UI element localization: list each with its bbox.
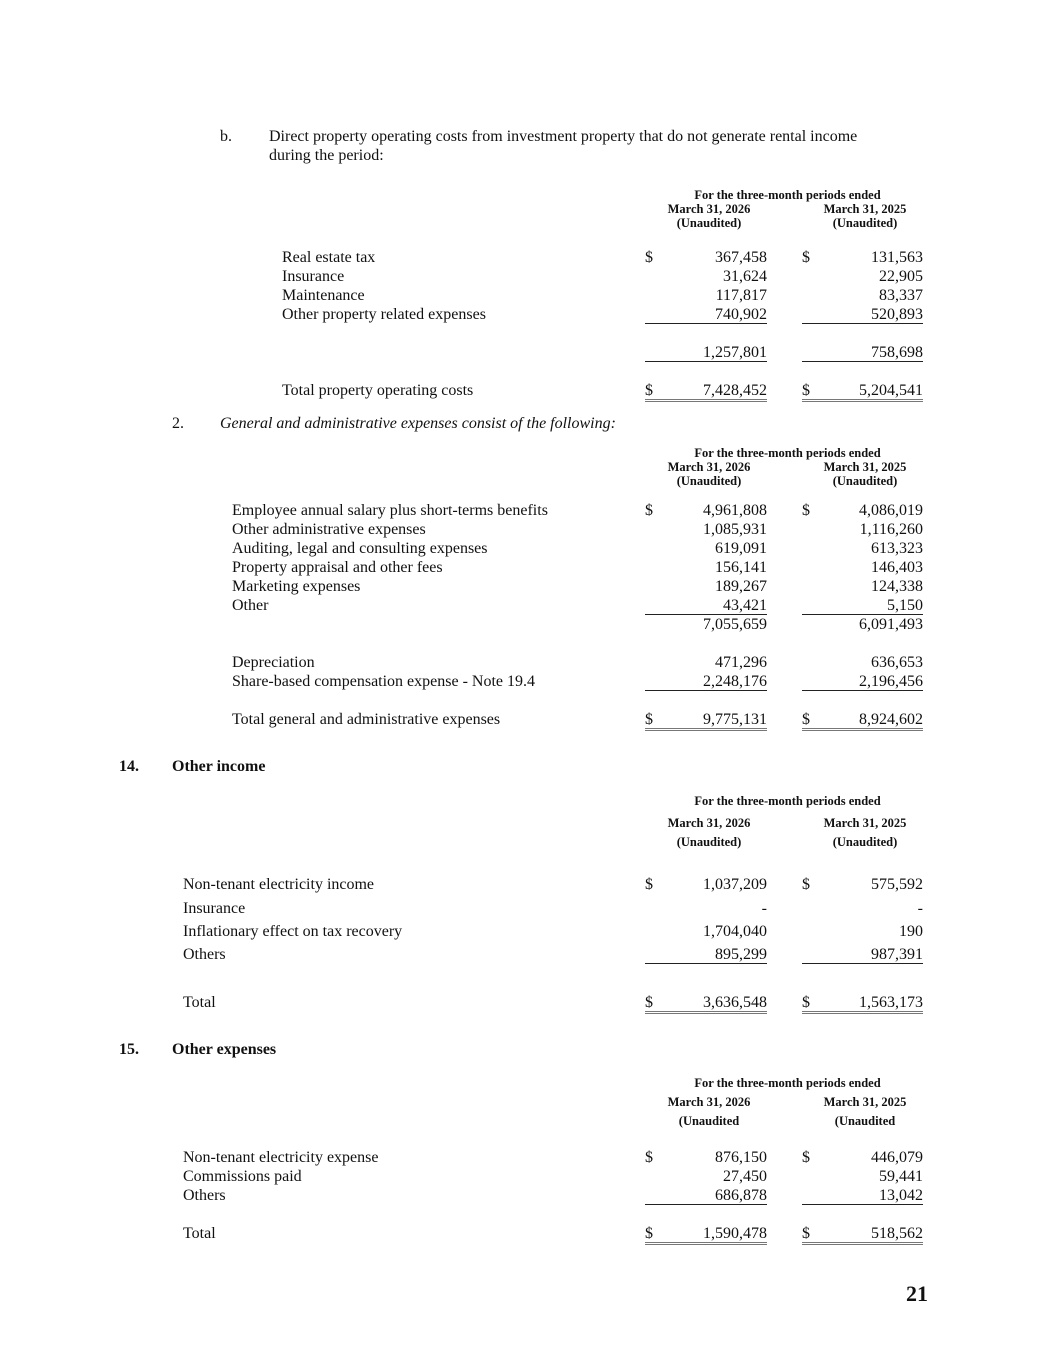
period-header: For the three-month periods ended [694,794,881,808]
section-b-text-line1: Direct property operating costs from investment property that do not generate rental income [269,128,858,145]
value-2025: 446,079 [871,1149,923,1166]
col2-cell [802,1148,923,1166]
col2-cell [802,305,923,324]
col1-date-header: March 31, 2026 [667,460,751,474]
value-2025: 124,338 [871,578,923,595]
col2-cell [802,899,923,917]
section-2-title: General and administrative expenses consist of the following: [220,415,616,432]
value-2026: 895,299 [715,946,767,963]
col1-cell [645,596,767,615]
total-row [0,381,1055,400]
row-label: Commissions paid [183,1168,302,1185]
col1-cell [645,539,767,557]
table-row [0,1167,1055,1186]
value-2025: 83,337 [879,287,923,304]
col1-cell [645,615,767,633]
currency-symbol: $ [802,249,810,266]
value-2026: 43,421 [723,597,767,614]
value-2025: 8,924,602 [859,711,923,728]
col2-cell [802,267,923,285]
col1-cell [645,1167,767,1185]
page-number: 21 [906,1281,928,1306]
value-2025: 22,905 [879,268,923,285]
value-2026: 7,055,659 [703,616,767,633]
currency-symbol: $ [802,994,810,1011]
table-row [0,286,1055,305]
currency-symbol: $ [645,994,653,1011]
value-2025: 5,150 [887,597,923,614]
value-2025: 1,116,260 [859,521,923,538]
currency-symbol: $ [645,711,653,728]
col1-cell [645,1148,767,1166]
row-label: Others [183,1187,226,1204]
value-2026: 4,961,808 [703,502,767,519]
col2-unaudited-header: (Unaudited) [832,474,898,488]
col1-cell [645,710,767,731]
col2-date-header: March 31, 2025 [823,1095,907,1109]
col1-cell [645,875,767,893]
row-label: Employee annual salary plus short-terms benefits [232,502,548,519]
currency-symbol: $ [645,1225,653,1242]
value-2025: 59,441 [879,1168,923,1185]
value-2026: 1,590,478 [703,1225,767,1242]
currency-symbol: $ [645,876,653,893]
col1-cell [645,899,767,917]
value-2026: 686,878 [715,1187,767,1204]
table-row [0,539,1055,558]
value-2025: 613,323 [871,540,923,557]
period-header: For the three-month periods ended [694,1076,881,1090]
currency-symbol: $ [645,1149,653,1166]
table-row [0,520,1055,539]
col2-cell [802,286,923,304]
currency-symbol: $ [802,711,810,728]
row-label: Non-tenant electricity income [183,876,375,893]
section-15-title: Other expenses [172,1041,277,1058]
value-2026: 27,450 [723,1168,767,1185]
table-row [0,899,1055,918]
table-row [0,875,1055,894]
row-label: Share-based compensation expense - Note 19.4 [232,673,536,690]
col1-cell [645,1186,767,1205]
table-row [0,672,1055,691]
currency-symbol: $ [645,382,653,399]
value-2025: 2,196,456 [859,673,923,690]
col1-cell [645,343,767,362]
row-label: Other [232,597,269,614]
value-2026: 1,257,801 [703,344,767,361]
col2-cell [802,1167,923,1185]
col1-cell [645,286,767,304]
table-row [0,267,1055,286]
col2-cell [802,672,923,691]
total-row [0,710,1055,729]
value-2025: 520,893 [871,306,923,323]
row-label: Depreciation [232,654,315,671]
col2-cell [802,520,923,538]
value-2026: 1,037,209 [703,876,767,893]
col2-unaudited-header: (Unaudited) [832,216,898,230]
value-2025: 636,653 [871,654,923,671]
currency-symbol: $ [802,502,810,519]
section-15-number: 15. [119,1041,139,1058]
table-row [0,248,1055,267]
col2-cell [802,615,923,633]
col1-cell [645,993,767,1014]
col1-cell [645,381,767,402]
subtotal-row [0,615,1055,634]
col2-unaudited-header: (Unaudited) [832,835,898,849]
value-2025: 13,042 [879,1187,923,1204]
section-2-marker: 2. [172,415,184,432]
period-header: For the three-month periods ended [694,188,881,202]
row-label: Total [183,994,216,1011]
value-2025: 1,563,173 [859,994,923,1011]
currency-symbol: $ [802,1225,810,1242]
table-row [0,305,1055,324]
value-2026: - [761,900,767,917]
total-row [0,1224,1055,1243]
col2-cell [802,248,923,266]
col2-cell [802,343,923,362]
col1-cell [645,1224,767,1245]
col2-cell [802,596,923,615]
value-2025: - [917,900,923,917]
value-2026: 7,428,452 [703,382,767,399]
period-header: For the three-month periods ended [694,446,881,460]
table-row [0,1186,1055,1205]
col1-unaudited-header: (Unaudited) [676,216,742,230]
value-2025: 575,592 [871,876,923,893]
col2-cell [802,558,923,576]
currency-symbol: $ [645,249,653,266]
section-b-marker: b. [220,128,232,145]
col2-cell [802,993,923,1014]
value-2025: 4,086,019 [859,502,923,519]
table-row [0,501,1055,520]
value-2026: 2,248,176 [703,673,767,690]
col1-cell [645,945,767,964]
row-label: Total [183,1225,216,1242]
table-row [0,558,1055,577]
value-2025: 758,698 [871,344,923,361]
value-2025: 518,562 [871,1225,923,1242]
value-2025: 987,391 [871,946,923,963]
value-2026: 156,141 [715,559,767,576]
row-label: Other administrative expenses [232,521,426,538]
col1-unaudited-header: (Unaudited [678,1114,740,1128]
col1-cell [645,305,767,324]
row-label: Non-tenant electricity expense [183,1149,379,1166]
table-row [0,596,1055,615]
value-2026: 1,704,040 [703,923,767,940]
value-2026: 740,902 [715,306,767,323]
col1-date-header: March 31, 2026 [667,816,751,830]
currency-symbol: $ [802,876,810,893]
col1-unaudited-header: (Unaudited) [676,474,742,488]
col2-date-header: March 31, 2025 [823,816,907,830]
row-label: Real estate tax [282,249,376,266]
table-row [0,922,1055,941]
col1-cell [645,672,767,691]
col2-cell [802,577,923,595]
col2-cell [802,381,923,402]
value-2025: 131,563 [871,249,923,266]
section-b-text-line2: during the period: [269,147,384,164]
col2-unaudited-header: (Unaudited [834,1114,896,1128]
col1-cell [645,520,767,538]
value-2026: 3,636,548 [703,994,767,1011]
currency-symbol: $ [802,1149,810,1166]
currency-symbol: $ [645,502,653,519]
value-2026: 471,296 [715,654,767,671]
row-label: Maintenance [282,287,365,304]
col2-cell [802,539,923,557]
col2-date-header: March 31, 2025 [823,460,907,474]
row-label: Total property operating costs [282,382,474,399]
col1-date-header: March 31, 2026 [667,202,751,216]
section-14-title: Other income [172,758,266,775]
value-2025: 5,204,541 [859,382,923,399]
value-2026: 31,624 [723,268,767,285]
value-2026: 9,775,131 [703,711,767,728]
value-2026: 876,150 [715,1149,767,1166]
row-label: Total general and administrative expenses [232,711,501,728]
row-label: Inflationary effect on tax recovery [183,923,403,940]
value-2026: 367,458 [715,249,767,266]
table-row [0,1148,1055,1167]
col2-cell [802,1224,923,1245]
row-label: Insurance [282,268,345,285]
value-2026: 189,267 [715,578,767,595]
col1-cell [645,922,767,940]
col2-date-header: March 31, 2025 [823,202,907,216]
row-label: Insurance [183,900,246,917]
value-2025: 6,091,493 [859,616,923,633]
value-2026: 1,085,931 [703,521,767,538]
subtotal-row [0,343,1055,362]
col2-cell [802,922,923,940]
col2-cell [802,945,923,964]
value-2025: 146,403 [871,559,923,576]
col1-cell [645,558,767,576]
col2-cell [802,710,923,731]
section-14-number: 14. [119,758,139,775]
col1-cell [645,267,767,285]
col1-cell [645,248,767,266]
col1-date-header: March 31, 2026 [667,1095,751,1109]
row-label: Auditing, legal and consulting expenses [232,540,488,557]
currency-symbol: $ [802,382,810,399]
value-2025: 190 [899,923,923,940]
table-row [0,653,1055,672]
col2-cell [802,1186,923,1205]
col1-cell [645,501,767,519]
col2-cell [802,501,923,519]
row-label: Marketing expenses [232,578,361,595]
row-label: Other property related expenses [282,306,486,323]
row-label: Property appraisal and other fees [232,559,443,576]
col2-cell [802,653,923,671]
value-2026: 619,091 [715,540,767,557]
row-label: Others [183,946,226,963]
total-row [0,993,1055,1012]
value-2026: 117,817 [715,287,767,304]
col1-cell [645,653,767,671]
col1-unaudited-header: (Unaudited) [676,835,742,849]
col1-cell [645,577,767,595]
table-row [0,577,1055,596]
table-row [0,945,1055,964]
col2-cell [802,875,923,893]
